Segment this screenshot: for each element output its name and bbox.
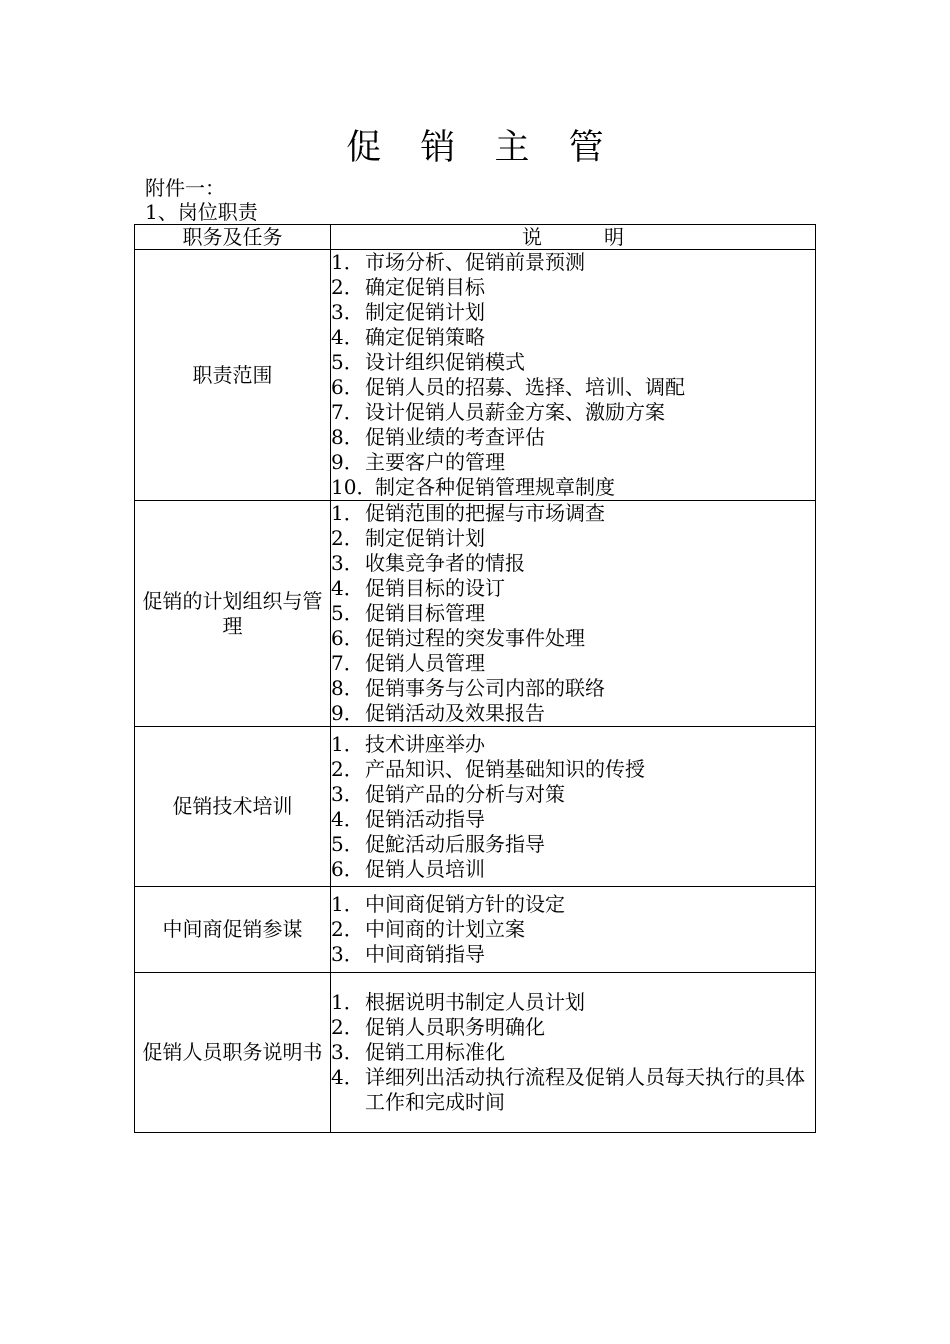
table-row <box>135 887 816 973</box>
item-number: 1． <box>331 990 364 1014</box>
list-item <box>331 857 815 882</box>
item-number: 2． <box>331 526 364 550</box>
list-item <box>331 1065 815 1115</box>
item-text: 制定促销计划 <box>365 300 485 324</box>
item-text: 促销范围的把握与市场调查 <box>365 501 605 525</box>
list-item <box>331 551 815 576</box>
list-item <box>331 917 815 942</box>
list-item <box>331 300 815 325</box>
task-cell: 职责范围 <box>135 250 331 501</box>
item-text: 制定促销计划 <box>365 526 485 550</box>
item-text: 促销活动及效果报告 <box>365 701 545 725</box>
task-cell: 促销人员职务说明书 <box>135 973 331 1133</box>
list-item <box>331 325 815 350</box>
duty-list <box>331 501 815 726</box>
item-text: 中间商促销方针的设定 <box>365 892 565 916</box>
item-number: 3． <box>331 1040 364 1064</box>
list-item <box>331 807 815 832</box>
duty-list <box>331 732 815 882</box>
item-number: 3． <box>331 942 364 966</box>
item-text: 促销目标管理 <box>365 601 485 625</box>
task-cell: 中间商促销参谋 <box>135 887 331 973</box>
item-text: 设计促销人员薪金方案、激励方案 <box>365 400 665 424</box>
item-text: 促销目标的设订 <box>365 576 505 600</box>
item-number: 1． <box>331 250 364 274</box>
header-description <box>331 225 816 250</box>
table-header-row <box>135 225 816 250</box>
item-number: 1． <box>331 731 364 756</box>
item-number: 8． <box>331 425 364 449</box>
duty-table <box>134 224 816 1133</box>
item-number: 1． <box>331 501 364 525</box>
item-number: 3． <box>331 781 364 806</box>
item-number: 2． <box>331 917 364 941</box>
table-row <box>135 501 816 727</box>
item-text: 促鮀活动后服务指导 <box>365 831 545 856</box>
list-item <box>331 425 815 450</box>
annex-label: 附件一： <box>145 176 225 200</box>
list-item <box>331 501 815 526</box>
list-item <box>331 375 815 400</box>
item-text: 促销人员培训 <box>365 856 485 881</box>
header-task: 职务及任务 <box>135 225 331 250</box>
header-desc-part1: 说 <box>522 225 542 249</box>
item-number: 7． <box>331 651 364 675</box>
item-text: 根据说明书制定人员计划 <box>365 990 585 1014</box>
item-text: 促销过程的突发事件处理 <box>365 626 585 650</box>
item-number: 6． <box>331 375 364 399</box>
item-text: 促销人员职务明确化 <box>365 1015 545 1039</box>
item-text: 设计组织促销模式 <box>365 350 525 374</box>
list-item <box>331 576 815 601</box>
item-text: 技术讲座举办 <box>365 731 485 756</box>
list-item <box>331 1040 815 1065</box>
item-number: 4． <box>331 806 364 831</box>
duty-list <box>331 990 815 1115</box>
item-text: 促销事务与公司内部的联络 <box>365 676 605 700</box>
item-text: 制定各种促销管理规章制度 <box>375 475 615 499</box>
item-text: 详细列出活动执行流程及促销人员每天执行的具体工作和完成时间 <box>365 1065 805 1114</box>
list-item <box>331 400 815 425</box>
section-label: 1、岗位职责 <box>145 200 258 224</box>
item-text: 中间商的计划立案 <box>365 917 525 941</box>
list-item <box>331 350 815 375</box>
item-text: 促销产品的分析与对策 <box>365 781 565 806</box>
item-number: 6． <box>331 856 364 881</box>
item-text: 确定促销目标 <box>365 275 485 299</box>
task-cell: 促销的计划组织与管理 <box>135 501 331 727</box>
item-number: 6． <box>331 626 364 650</box>
list-item <box>331 990 815 1015</box>
list-item <box>331 1015 815 1040</box>
item-number: 2． <box>331 756 364 781</box>
item-number: 8． <box>331 676 364 700</box>
item-number: 5． <box>331 831 364 856</box>
list-item <box>331 275 815 300</box>
description-cell <box>331 887 816 973</box>
table-row <box>135 250 816 501</box>
list-item <box>331 782 815 807</box>
duty-list <box>331 250 815 500</box>
table-row <box>135 727 816 887</box>
item-number: 2． <box>331 275 364 299</box>
item-number: 4． <box>331 325 364 349</box>
item-number: 1． <box>331 892 364 916</box>
header-desc-part2: 明 <box>604 225 624 249</box>
list-item <box>331 701 815 726</box>
list-item <box>331 832 815 857</box>
item-number: 7． <box>331 400 364 424</box>
item-text: 主要客户的管理 <box>365 450 505 474</box>
table-row <box>135 973 816 1133</box>
item-number: 9． <box>331 450 364 474</box>
list-item <box>331 676 815 701</box>
list-item <box>331 626 815 651</box>
item-text: 中间商销指导 <box>365 942 485 966</box>
item-text: 促销业绩的考查评估 <box>365 425 545 449</box>
item-number: 2． <box>331 1015 364 1039</box>
item-number: 3． <box>331 551 364 575</box>
item-text: 促销活动指导 <box>365 806 485 831</box>
item-number: 4． <box>331 1065 364 1089</box>
list-item <box>331 732 815 757</box>
list-item <box>331 651 815 676</box>
item-text: 市场分析、促销前景预测 <box>365 250 585 274</box>
list-item <box>331 942 815 967</box>
list-item <box>331 450 815 475</box>
description-cell <box>331 501 816 727</box>
list-item <box>331 757 815 782</box>
list-item <box>331 475 815 500</box>
item-text: 促销工用标准化 <box>365 1040 505 1064</box>
duty-list <box>331 892 815 967</box>
item-text: 促销人员的招募、选择、培训、调配 <box>365 375 685 399</box>
description-cell <box>331 250 816 501</box>
item-text: 收集竞争者的情报 <box>365 551 525 575</box>
page-title: 促 销 主 管 <box>346 128 618 168</box>
item-number: 4． <box>331 576 364 600</box>
item-text: 促销人员管理 <box>365 651 485 675</box>
item-number: 5． <box>331 350 364 374</box>
item-number: 9． <box>331 701 364 725</box>
item-number: 10． <box>331 475 377 499</box>
item-text: 确定促销策略 <box>365 325 485 349</box>
list-item <box>331 526 815 551</box>
task-cell: 促销技术培训 <box>135 727 331 887</box>
item-number: 5． <box>331 601 364 625</box>
description-cell <box>331 727 816 887</box>
list-item <box>331 250 815 275</box>
list-item <box>331 601 815 626</box>
item-text: 产品知识、促销基础知识的传授 <box>365 756 645 781</box>
list-item <box>331 892 815 917</box>
item-number: 3． <box>331 300 364 324</box>
description-cell <box>331 973 816 1133</box>
